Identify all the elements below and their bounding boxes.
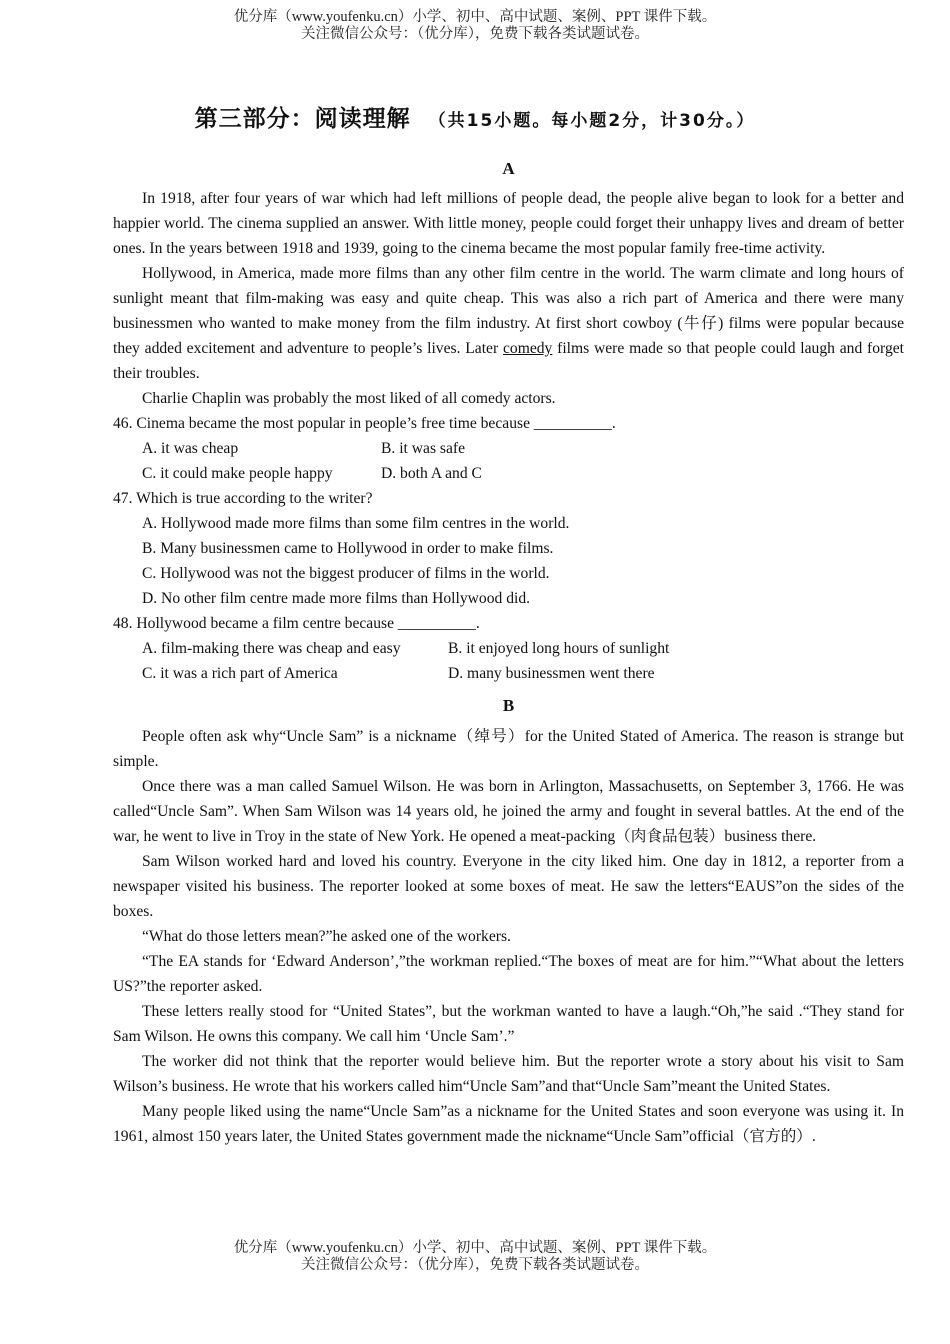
passage-b-heading: B — [502, 696, 515, 715]
option-d: D. No other film centre made more films than Hollywood did. — [142, 590, 531, 607]
option-c: C. Hollywood was not the biggest producer of films in the world. — [142, 565, 550, 582]
reading-content — [113, 152, 904, 1149]
question-stem: 47. Which is true according to the writer? — [113, 490, 373, 507]
passage-b-paragraph: Many people liked using the name“Uncle Sam”as a nickname for the United States and soon everyone was using it. In 1961, almost 150 years later, the United States government made the nickname“Uncle Sam”official（官方的）. — [113, 1103, 904, 1145]
footer-line-1: 优分库（www.youfenku.cn）小学、初中、高中试题、案例、PPT 课件下载。 — [233, 1240, 717, 1256]
passage-b-paragraph: These letters really stood for “United States”, but the workman wanted to have a laugh.“Oh,”he said .“They stand for Sam Wilson. He owns this company. We call him ‘Uncle Sam’.” — [113, 1003, 904, 1045]
option-b: B. it was safe — [381, 440, 466, 457]
option-a: A. Hollywood made more films than some film centres in the world. — [142, 515, 570, 532]
passage-a-paragraph: Charlie Chaplin was probably the most liked of all comedy actors. — [142, 390, 556, 407]
option-a: A. it was cheap — [142, 440, 239, 457]
section-title-main: 第三部分：阅读理解 — [194, 106, 411, 132]
passage-b-paragraph: “The EA stands for ‘Edward Anderson’,”the workman replied.“The boxes of meat are for him.”“What about the letters US?”the reporter asked. — [113, 953, 904, 995]
page-header — [0, 9, 950, 43]
passage-a-paragraph: In 1918, after four years of war which had left millions of people dead, the people alive began to look for a better and happier world. The cinema supplied an answer. With little money, people could forget their unhappy lives and dream of better ones. In the years between 1918 and 1939, going to the cinema became the most popular family free-time activity. — [113, 190, 904, 257]
option-d: D. both A and C — [381, 465, 482, 482]
passage-a-paragraph — [113, 261, 904, 386]
option-b: B. it enjoyed long hours of sunlight — [448, 640, 670, 657]
option-row — [113, 461, 904, 486]
passage-b-paragraph: The worker did not think that the reporter would believe him. But the reporter wrote a story about his visit to Sam Wilson’s business. He wrote that his workers called him“Uncle Sam”and that“Uncle Sam”meant the United States. — [113, 1053, 904, 1095]
footer-line-2: 关注微信公众号：（优分库），免费下载各类试题试卷。 — [301, 1257, 649, 1273]
passage-b-paragraph: Once there was a man called Samuel Wilson. He was born in Arlington, Massachusetts, on September 3, 1766. He was called“Uncle Sam”. When Sam Wilson was 14 years old, he joined the army and fought in several battles. At the end of the war, he went to live in Troy in the state of New York. He opened a meat-packing（肉食品包装）business there. — [113, 778, 904, 845]
option-c: C. it could make people happy — [142, 465, 333, 482]
passage-a-text: films were made so that people could laugh and forget their troubles. — [113, 340, 904, 382]
question-stem: 48. Hollywood became a film centre because __________. — [113, 615, 480, 632]
option-a: A. film-making there was cheap and easy — [142, 640, 401, 657]
section-title-scoring: （共15小题。每小题2分，计30分。） — [428, 111, 756, 131]
section-title — [0, 100, 950, 133]
header-line-1: 优分库（www.youfenku.cn）小学、初中、高中试题、案例、PPT 课件下载。 — [233, 9, 717, 25]
passage-a-heading: A — [502, 159, 515, 178]
passage-b-paragraph: Sam Wilson worked hard and loved his country. Everyone in the city liked him. One day in 1812, a reporter from a newspaper visited his business. The reporter looked at some boxes of meat. He saw the letters“EAUS”on the sides of the boxes. — [113, 853, 904, 920]
question-47 — [113, 486, 904, 611]
option-row — [113, 636, 904, 661]
passage-a-text: Hollywood, in America, made more films than any other film centre in the world. The warm climate and long hours of sunlight meant that film-making was easy and quite cheap. This was also a rich part of America and there were many businessmen who wanted to make money from the film industry. At first short cowboy (牛仔) films were popular because they added excitement and adventure to people’s lives. Later — [113, 265, 904, 357]
question-46 — [113, 411, 904, 486]
passage-b-paragraph: “What do those letters mean?”he asked one of the workers. — [142, 928, 511, 945]
question-48 — [113, 611, 904, 686]
option-d: D. many businessmen went there — [448, 665, 655, 682]
option-c: C. it was a rich part of America — [142, 665, 338, 682]
passage-b-paragraph: People often ask why“Uncle Sam” is a nickname（绰号）for the United Stated of America. The reason is strange but simple. — [113, 728, 904, 770]
question-stem: 46. Cinema became the most popular in people’s free time because __________. — [113, 415, 616, 432]
underlined-word-comedy: comedy — [502, 340, 553, 357]
option-b: B. Many businessmen came to Hollywood in order to make films. — [142, 540, 554, 557]
option-row — [113, 661, 904, 686]
page-footer — [0, 1240, 950, 1274]
option-row — [113, 436, 904, 461]
header-line-2: 关注微信公众号：（优分库），免费下载各类试题试卷。 — [301, 26, 649, 42]
